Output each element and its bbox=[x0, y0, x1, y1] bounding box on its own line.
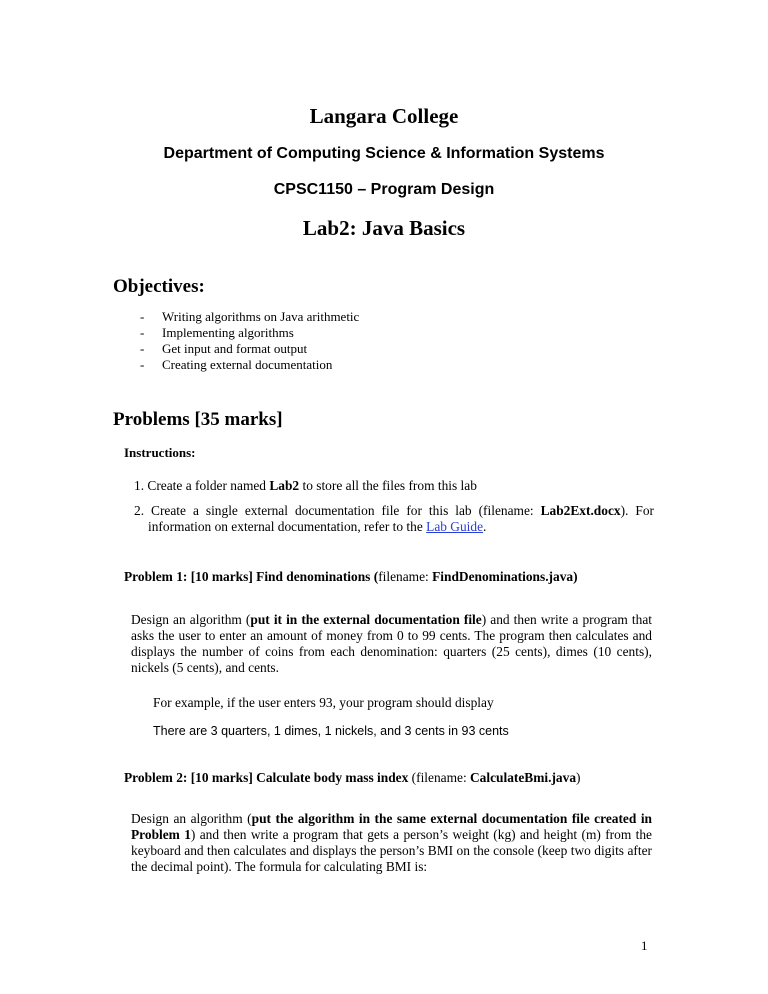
objective-text: Implementing algorithms bbox=[162, 325, 294, 340]
objective-text: Get input and format output bbox=[162, 341, 308, 356]
objective-text: Writing algorithms on Java arithmetic bbox=[162, 309, 360, 324]
filename-close: ) bbox=[576, 770, 581, 785]
problem-1-description bbox=[131, 612, 652, 676]
instruction-text-end: to store all the files from this lab bbox=[299, 478, 477, 493]
problem-1-example-intro: For example, if the user enters 93, your program should display bbox=[153, 695, 494, 710]
problem-2-description bbox=[131, 811, 652, 875]
problem-1-title-bold: Problem 1: [10 marks] Find denominations ( bbox=[124, 569, 379, 584]
desc-text: Design an algorithm ( bbox=[131, 811, 252, 826]
objective-item bbox=[140, 341, 540, 357]
lab-title: Lab2: Java Basics bbox=[302, 216, 466, 240]
lab-guide-link[interactable]: Lab Guide bbox=[426, 519, 484, 534]
instruction-number: 2. bbox=[134, 503, 145, 518]
desc-emphasis: put it in the external documentation file bbox=[250, 612, 482, 627]
instruction-text: Create a folder named bbox=[147, 478, 270, 493]
instruction-text-end: ). For bbox=[620, 503, 654, 518]
instruction-item-2 bbox=[134, 503, 654, 535]
instructions-heading: Instructions: bbox=[124, 445, 196, 460]
problem-2-title-bold: Problem 2: [10 marks] Calculate body mass index bbox=[124, 770, 409, 785]
objective-item bbox=[140, 357, 540, 373]
problems-heading: Problems [35 marks] bbox=[113, 409, 283, 430]
problem-1-filename: FindDenominations.java) bbox=[432, 569, 578, 584]
bullet-dash: - bbox=[140, 325, 145, 340]
bullet-dash: - bbox=[140, 341, 145, 356]
filename-label: (filename: bbox=[408, 770, 471, 785]
problem-1-title bbox=[124, 569, 578, 585]
desc-text-end: ) and then write a program that asks the user to enter an amount of money from 0 to 99 cents. The program then calculates and displays the number of coins from each denomination: quarters (25 cents), dimes (10 cents), nickels (5 cents), and cents. bbox=[131, 612, 652, 675]
instruction-item-1 bbox=[134, 478, 477, 494]
desc-text-end: ) and then write a program that gets a person’s weight (kg) and height (m) from the keyboard and then calculates and displays the person’s BMI on the console (keep two digits after the decimal point). The formula for calculating BMI is: bbox=[131, 827, 652, 874]
problem-2-filename: CalculateBmi.java bbox=[470, 770, 577, 785]
period: . bbox=[483, 519, 487, 534]
objectives-heading: Objectives: bbox=[113, 276, 205, 297]
doc-filename: Lab2Ext.docx bbox=[540, 503, 621, 518]
instruction-text-line2: information on external documentation, refer to the bbox=[148, 519, 427, 534]
desc-text: Design an algorithm ( bbox=[131, 612, 251, 627]
course-title: CPSC1150 – Program Design bbox=[273, 181, 495, 198]
problem-1-example-output: There are 3 quarters, 1 dimes, 1 nickels, and 3 cents in 93 cents bbox=[153, 724, 509, 738]
desc-emphasis: put the algorithm in the same external documentation file created in Problem 1 bbox=[131, 811, 652, 842]
page-number: 1 bbox=[641, 938, 648, 953]
bullet-dash: - bbox=[140, 357, 145, 372]
instruction-text: Create a single external documentation file for this lab (filename: bbox=[151, 503, 541, 518]
filename-label: filename: bbox=[378, 569, 433, 584]
objective-item bbox=[140, 309, 540, 325]
folder-name: Lab2 bbox=[269, 478, 300, 493]
bullet-dash: - bbox=[140, 309, 145, 324]
instruction-number: 1. bbox=[134, 478, 145, 493]
college-title: Langara College bbox=[309, 104, 459, 128]
department-title: Department of Computing Science & Information Systems bbox=[163, 145, 605, 162]
objective-item bbox=[140, 325, 540, 341]
objective-text: Creating external documentation bbox=[162, 357, 333, 372]
problem-2-title bbox=[124, 770, 580, 786]
